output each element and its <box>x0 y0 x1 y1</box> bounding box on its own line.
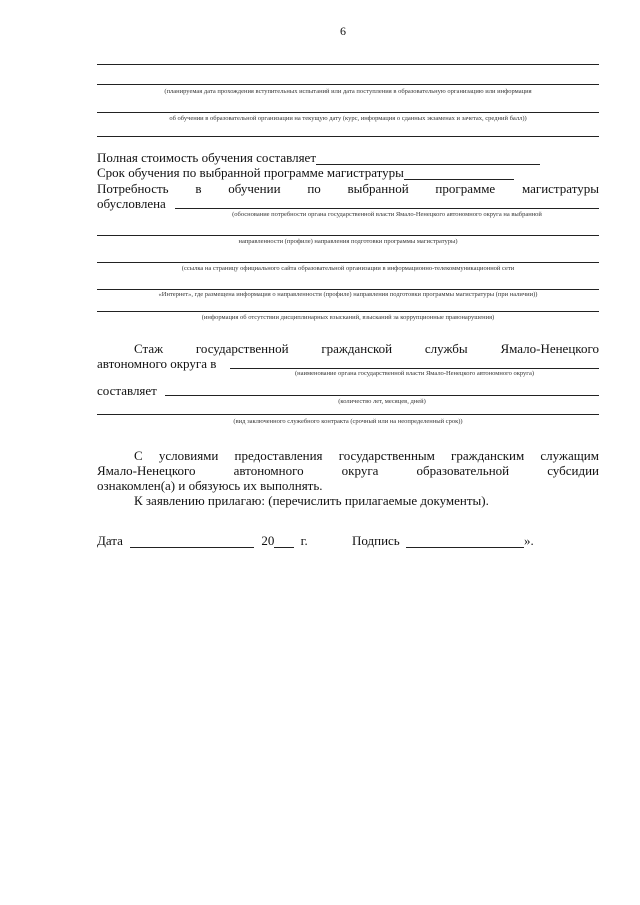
exp-word: службы <box>424 341 468 356</box>
date-field[interactable] <box>130 535 254 548</box>
justified-field[interactable] <box>175 208 599 209</box>
blank-line-3[interactable] <box>97 112 599 113</box>
experience-line <box>134 341 599 356</box>
sign-label: Подпись <box>352 533 400 548</box>
blank-line-5[interactable] <box>97 235 599 236</box>
consent-word: Ямало-Ненецкого <box>97 463 196 478</box>
year-field[interactable] <box>274 535 294 548</box>
consent-word: служащим <box>540 448 599 463</box>
hint-body-name: (наименование органа государственной власти Ямало-Ненецкого автономного округа) <box>294 370 535 377</box>
hint-justification: (обоснование потребности органа государственной власти Ямало-Ненецкого автономного округа на выбранной <box>232 211 542 218</box>
need-word: в <box>195 181 202 196</box>
contract-field[interactable] <box>97 414 599 415</box>
need-line <box>97 181 599 196</box>
consent-word: автономного <box>233 463 304 478</box>
term-label <box>97 165 514 180</box>
blank-line-1[interactable] <box>97 64 599 65</box>
cost-field[interactable] <box>316 152 540 165</box>
hint-study-info: об обучении в образовательной организации на текущую дату (курс, информация о сданных экзаменах и зачетах, средний балл)) <box>169 115 527 122</box>
term-text: Срок обучения по выбранной программе магистратуры <box>97 165 404 180</box>
hint-penalties: (информация об отсутствии дисциплинарных взысканий, взысканий за коррупционные правонарушения) <box>201 314 495 321</box>
body-name-field[interactable] <box>230 368 599 369</box>
consent-line1 <box>134 448 599 463</box>
hint-direction: направленности (профиле) направления подготовки программы магистратуры) <box>238 238 458 245</box>
need-word: программе <box>435 181 496 196</box>
need-word: Потребность <box>97 181 169 196</box>
consent-word: условиями <box>158 448 219 463</box>
consent-word: С <box>134 448 143 463</box>
hint-duration: (количество лет, месяцев, дней) <box>338 398 426 405</box>
consent-word: гражданским <box>451 448 525 463</box>
sign-close: ». <box>524 533 534 548</box>
exp-word: государственной <box>195 341 289 356</box>
need-word: по <box>307 181 321 196</box>
need-word: обучении <box>228 181 281 196</box>
signature-field[interactable] <box>406 535 524 548</box>
sign-row <box>352 533 534 548</box>
date-row <box>97 533 308 548</box>
year-prefix: 20 <box>261 533 275 548</box>
exp-word: Ямало-Ненецкого <box>500 341 599 356</box>
date-label: Дата <box>97 533 123 548</box>
consent-word: образовательной <box>416 463 510 478</box>
justified-label: обусловлена <box>97 196 166 211</box>
blank-line-4[interactable] <box>97 136 599 137</box>
hint-planned-date: (планируемая дата прохождения вступительных испытаний или дата поступления в образовательную организацию или информация <box>164 88 532 95</box>
exp-word: Стаж <box>134 341 164 356</box>
consent-word: округа <box>341 463 379 478</box>
exp-word: гражданской <box>321 341 393 356</box>
hint-link: (ссылка на страницу официального сайта образовательной организации в информационно-телекоммуникационной сети <box>181 265 515 272</box>
consent-line3: ознакомлен(а) и обязуюсь их выполнять. <box>97 478 323 493</box>
page-number: 6 <box>340 24 346 38</box>
year-suffix: г. <box>300 533 308 548</box>
blank-line-8[interactable] <box>97 311 599 312</box>
hint-internet: «Интернет», где размещена информация о направленности (профиле) направления подготовки программы магистратуры (при наличии)) <box>158 291 538 298</box>
consent-word: субсидии <box>547 463 599 478</box>
cost-text: Полная стоимость обучения составляет <box>97 150 317 165</box>
blank-line-2[interactable] <box>97 84 599 85</box>
hint-contract: (вид заключенного служебного контракта (срочный или на неопределенный срок)) <box>233 418 463 425</box>
exp-line2: автономного округа в <box>97 356 217 371</box>
consent-word: предоставления <box>234 448 323 463</box>
attach-line: К заявлению прилагаю: (перечислить прилагаемые документы). <box>134 493 489 508</box>
term-field[interactable] <box>404 167 514 180</box>
need-word: магистратуры <box>521 181 599 196</box>
consent-word: государственным <box>338 448 435 463</box>
blank-line-6[interactable] <box>97 262 599 263</box>
blank-line-7[interactable] <box>97 289 599 290</box>
amounts-label: составляет <box>97 383 157 398</box>
cost-label <box>97 150 540 165</box>
duration-field[interactable] <box>165 395 599 396</box>
need-word: выбранной <box>347 181 409 196</box>
consent-line2 <box>97 463 599 478</box>
